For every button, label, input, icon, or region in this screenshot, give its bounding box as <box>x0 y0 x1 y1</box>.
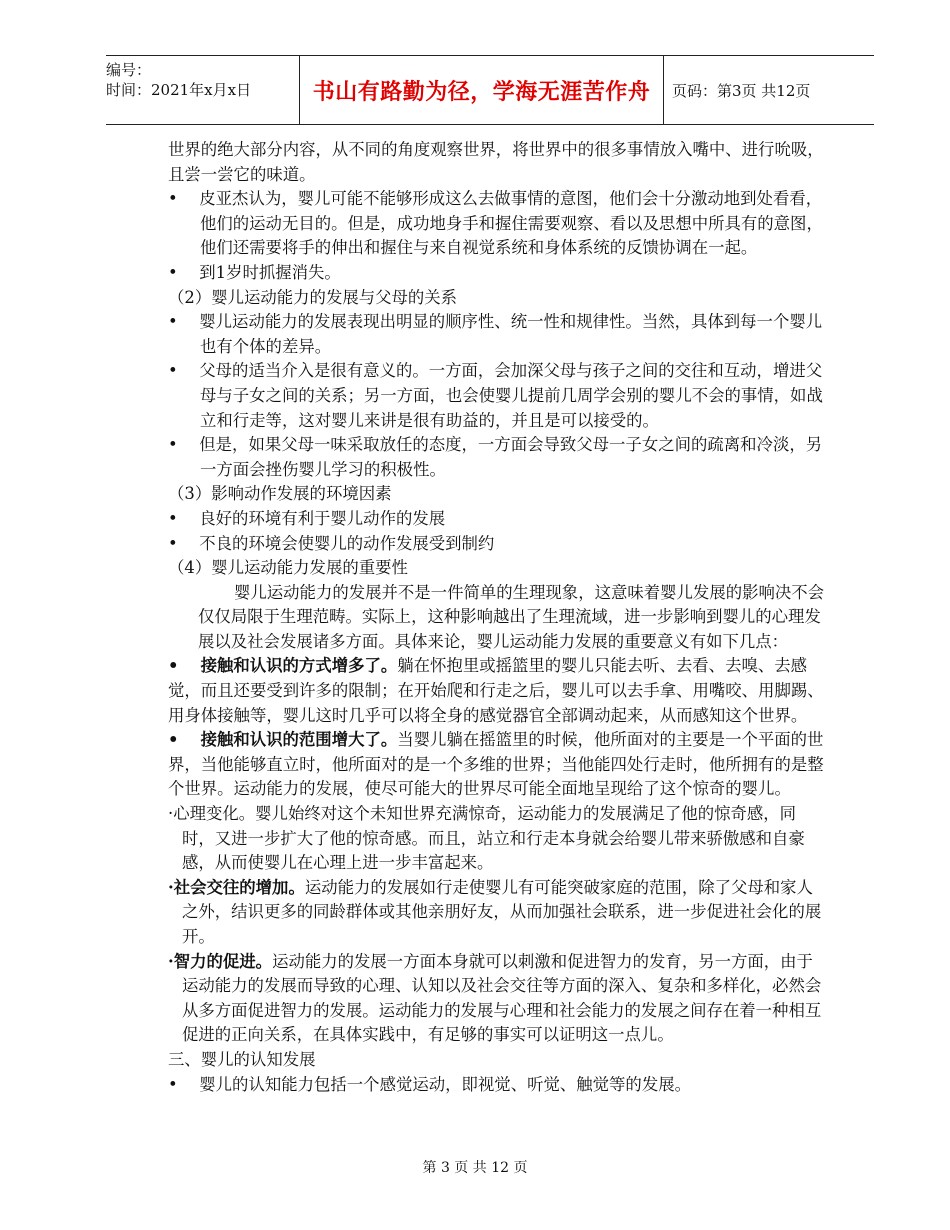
indented-paragraph: 婴儿运动能力的发展并不是一件简单的生理现象，这意味着婴儿发展的影响决不会仅仅局限于生理范畴。实际上，这种影响越出了生理流域，进一步影响到婴儿的心理发展以及社会发展诸多方面。具体来论，婴儿运动能力发展的重要意义有如下几点： <box>198 582 825 651</box>
section-heading: （2）婴儿运动能力的发展与父母的关系 <box>168 287 458 307</box>
page-footer: 第 3 页 共 12 页 <box>422 1160 528 1176</box>
lead-text: • 接触和认识的范围增大了。 <box>168 730 398 750</box>
bullet-paragraph: • 婴儿的认知能力包括一个感觉运动，即视觉、听觉、触觉等的发展。 <box>168 1074 691 1094</box>
page-header <box>106 55 874 125</box>
bold-lead-paragraph <box>168 950 828 1048</box>
document-time: 时间：2021年x月x日 <box>106 81 252 99</box>
lead-text: • 接触和认识的方式增多了。 <box>168 656 398 676</box>
bullet-paragraph: • 良好的环境有利于婴儿动作的发展 <box>168 508 446 528</box>
bullet-paragraph: • 但是，如果父母一味采取放任的态度，一方面会导致父母一子女之间的疏离和冷淡，另一方面会挫伤婴儿学习的积极性。 <box>168 435 823 479</box>
bullet-paragraph: • 父母的适当介入是很有意义的。一方面，会加深父母与孩子之间的交往和互动，增进父母与子女之间的关系；另一方面，也会使婴儿提前几周学会别的婴儿不会的事情，如战立和行走等，这对婴儿来讲是很有助益的，并且是可以接受的。 <box>168 361 823 430</box>
bold-lead-paragraph <box>168 876 828 950</box>
body-text: 运动能力的发展一方面本身就可以刺激和促进智力的发育，另一方面，由于运动能力的发展而导致的心理、认知以及社会交往等方面的深入、复杂和多样化，必然会从多方面促进智力的发展。运动能力的发展与心理和社会能力的发展之间存在着一种相互促进的正向关系，在具体实践中，有足够的事实可以证明这一点儿。 <box>182 951 822 1045</box>
bullet-paragraph: • 婴儿运动能力的发展表现出明显的顺序性、统一性和规律性。当然，具体到每一个婴儿也有个体的差异。 <box>168 312 823 356</box>
bold-lead-paragraph <box>168 654 828 728</box>
body-text: 躺在怀抱里或摇篮里的婴儿只能去听、去看、去嗅、去感觉，而且还要受到许多的限制；在开始爬和行走之后，婴儿可以去手拿、用嘴咬、用脚踢、用身体接触等，婴儿这时几乎可以将全身的感觉器官全部调动起来，从而感知这个世界。 <box>168 656 824 725</box>
lead-text: ·社会交往的增加。 <box>168 877 305 897</box>
body-text: 运动能力的发展如行走使婴儿有可能突破家庭的范围，除了父母和家人之外，结识更多的同龄群体或其他亲朋好友，从而加强社会联系，进一步促进社会化的展开。 <box>182 877 822 946</box>
section-heading: （4）婴儿运动能力发展的重要性 <box>168 558 408 578</box>
header-motto: 书山有路勤为径，学海无涯苦作舟 <box>299 56 664 124</box>
document-number-label: 编号： <box>106 61 152 79</box>
header-meta <box>106 56 299 124</box>
body-text: 当婴儿躺在摇篮里的时候，他所面对的主要是一个平面的世界，当他能够直立时，他所面对的是一个多维的世界；当他能四处行走时，他所拥有的是整个世界。运动能力的发展，使尽可能大的世界尽可能全面地呈现给了这个惊奇的婴儿。 <box>168 730 824 799</box>
document-body <box>168 138 828 1097</box>
paragraph: 世界的绝大部分内容，从不同的角度观察世界，将世界中的很多事情放入嘴中、进行吮吸，且尝一尝它的味道。 <box>168 140 824 184</box>
header-page-info: 页码：第3页 共12页 <box>672 81 811 100</box>
bullet-paragraph: • 皮亚杰认为，婴儿可能不能够形成这么去做事情的意图，他们会十分激动地到处看看，他们的运动无目的。但是，成功地身手和握住需要观察、看以及思想中所具有的意图，他们还需要将手的伸出和握住与来自视觉系统和身体系统的反馈协调在一起。 <box>168 189 823 258</box>
section-heading: 三、婴儿的认知发展 <box>168 1049 316 1069</box>
bullet-paragraph: • 不良的环境会使婴儿的动作发展受到制约 <box>168 533 495 553</box>
lead-text: ·智力的促进。 <box>168 951 273 971</box>
section-heading: （3）影响动作发展的环境因素 <box>168 484 392 504</box>
bold-lead-paragraph <box>168 728 828 802</box>
bullet-paragraph: • 到1岁时抓握消失。 <box>168 262 341 282</box>
dot-paragraph: ·心理变化。婴儿始终对这个未知世界充满惊奇，运动能力的发展满足了他的惊奇感，同时，又进一步扩大了他的惊奇感。而且，站立和行走本身就会给婴儿带来骄傲感和自豪感，从而使婴儿在心理上进一步丰富起来。 <box>168 804 805 873</box>
